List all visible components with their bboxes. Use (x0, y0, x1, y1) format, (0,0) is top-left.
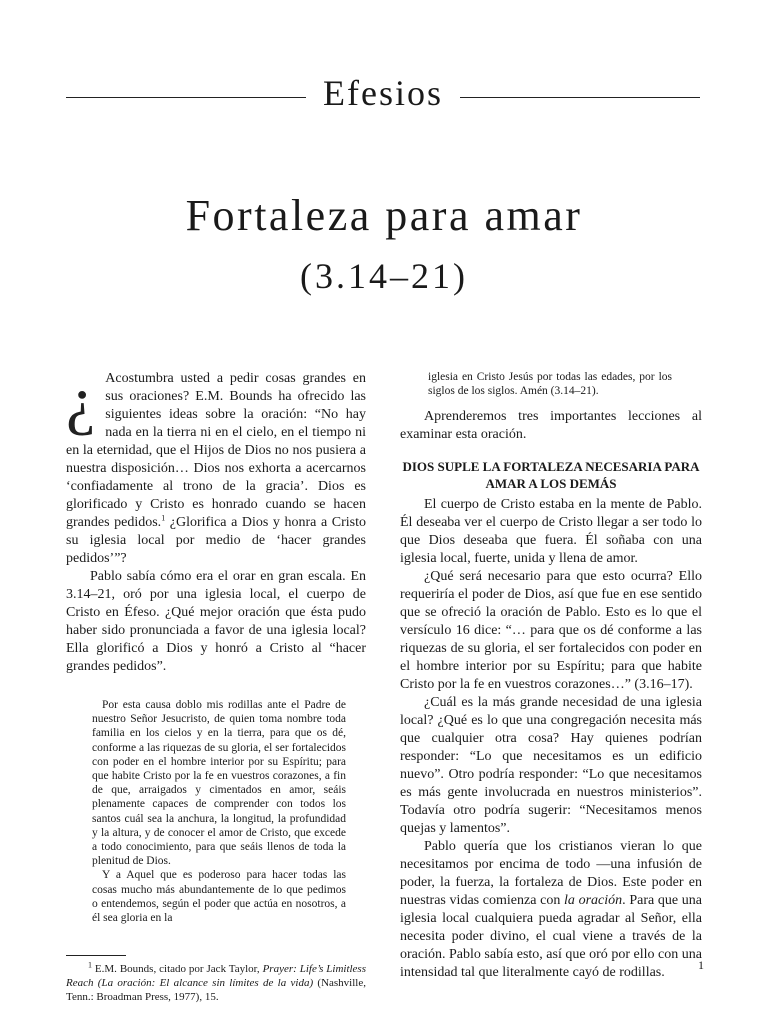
drop-cap: ¿ (66, 364, 96, 437)
chapter-reference: (3.14–21) (300, 256, 468, 296)
header-rule-right (460, 97, 700, 98)
scripture-quote-part2: Y a Aquel que es poderoso para hacer todas las cosas mucho más abundantemente de lo que pedimos o entendemos, según el poder que actúa en nosotros, a él sea gloria en la (92, 869, 346, 925)
opening-text: Acostumbra usted a pedir cosas grandes en sus oraciones? E.M. Bounds ha ofrecido las siguientes ideas sobre la oración: “No hay nada en la tierra ni en el cielo, en el tiempo ni en la eternidad, que el Hijos de Dios no nos pusiera a nuestra disposición… Dios nos exhorta a acercarnos ‘confiadamente al trono de la gracia’. Dios es glorificado y Cristo es honrado cuando se hacen grandes pedidos. (66, 371, 366, 530)
scripture-quote-part1: Por esta causa doblo mis rodillas ante el Padre de nuestro Señor Jesucristo, de quien toma nombre toda familia en los cielos y en la tierra, para que os dé, conforme a las riquezas de su gloria, el ser fortalecidos con poder en el hombre interior por su Espíritu; para que habite Cristo por la fe en vuestros corazones, a fin de que, arraigados y cimentados en amor, seáis plenamente capaces de comprender con todos los santos cuál sea la anchura, la longitud, la profundidad y la altura, y de conocer el amor de Cristo, que excede a todo conocimiento, para que seáis llenos de toda la plenitud de Dios. (92, 699, 346, 868)
opening-paragraph (66, 364, 366, 568)
opening-text-cont: ¿Glorifica a Dios y honra a Cristo su iglesia local por medio de ‘hacer grandes pedidos’”? (66, 515, 366, 566)
body-paragraph-4-end: . Para que una iglesia local cualquiera pueda agradar al Señor, ella necesita poder divino, el cual viene a través de la oración. Pablo sabía esto, así que oró por ello con una intensidad tal que literalmente cayó de rodillas. (400, 893, 702, 981)
footnote-text: E.M. Bounds, citado por Jack Taylor, (92, 963, 263, 976)
footnote-number: 1 (88, 960, 92, 970)
footnote (66, 962, 366, 1004)
scripture-quote (92, 698, 346, 925)
footnote-marker: 1 (161, 513, 166, 523)
footnote-divider (66, 955, 126, 956)
scripture-quote-continued (428, 370, 672, 398)
body-paragraph-2: ¿Qué será necesario para que esto ocurra? Ello requeriría el poder de Dios, así que fue en ese sentido que se ofreció la oración de Pablo. Esto es lo que el versículo 16 dice: “… para que os dé conforme a las riquezas de su gloria, el ser fortalecidos con poder en el hombre interior por su Espíritu; para que habite Cristo por la fe en vuestros corazones…” (3.16–17). (400, 569, 702, 693)
scripture-quote-part3: iglesia en Cristo Jesús por todas las edades, por los siglos de los siglos. Amén (3.14–21). (428, 371, 672, 398)
emphasis-la-oracion: la oración (564, 893, 623, 909)
body-paragraph-1: El cuerpo de Cristo estaba en la mente de Pablo. Él deseaba ver el cuerpo de Cristo llegar a ser todo lo que Dios deseaba que fuera. Él soñaba con una iglesia local, fuerte, unida y llena de amor. (400, 497, 702, 567)
book-title: Efesios (323, 73, 443, 113)
body-paragraph-3: ¿Cuál es la más grande necesidad de una iglesia local? ¿Qué es lo que una congregación necesita más que cualquier otra cosa? Hay quienes podrían responder: “Lo que necesitamos es un edificio nuevo”. Otro podría responder: “Lo que necesitamos es más gente involucrada en nuestros ministerios”. Todavía otro podría sugerir: “Necesitamos menos quejas y lamentos”. (400, 695, 702, 837)
left-column (66, 364, 366, 1004)
right-column (400, 370, 702, 982)
footnote-book-title: Prayer: Life’s Limitless Reach (La oración: El alcance sin límites de la vida) (66, 963, 366, 990)
paragraph-pablo: Pablo sabía cómo era el orar en gran escala. En 3.14–21, oró por una iglesia local, el cuerpo de Cristo en Éfeso. ¿Qué mejor oración que ésta pudo haber sido pronunciada a favor de una iglesia local? Ella glorificó a Dios y honró a Cristo al “hacer grandes pedidos”. (66, 569, 366, 674)
section-heading: DIOS SUPLE LA FORTALEZA NECESARIA PARA AMAR A LOS DEMÁS (402, 459, 700, 492)
header-rule-left (66, 97, 306, 98)
intro-paragraph: Aprenderemos tres importantes lecciones al examinar esta oración. (400, 409, 702, 443)
body-paragraph-4 (400, 838, 702, 982)
footnote-publication: (Nashville, Tenn.: Broadman Press, 1977), 15. (66, 977, 366, 1004)
body-paragraph-4-start: Pablo quería que los cristianos vieran lo que necesitamos por encima de todo —una infusión de poder, la fuerza, la fortaleza de Dios. Este poder en nuestras vidas comienza con (400, 839, 702, 909)
page-number: 1 (698, 958, 704, 972)
chapter-title: Fortaleza para amar (185, 191, 583, 240)
